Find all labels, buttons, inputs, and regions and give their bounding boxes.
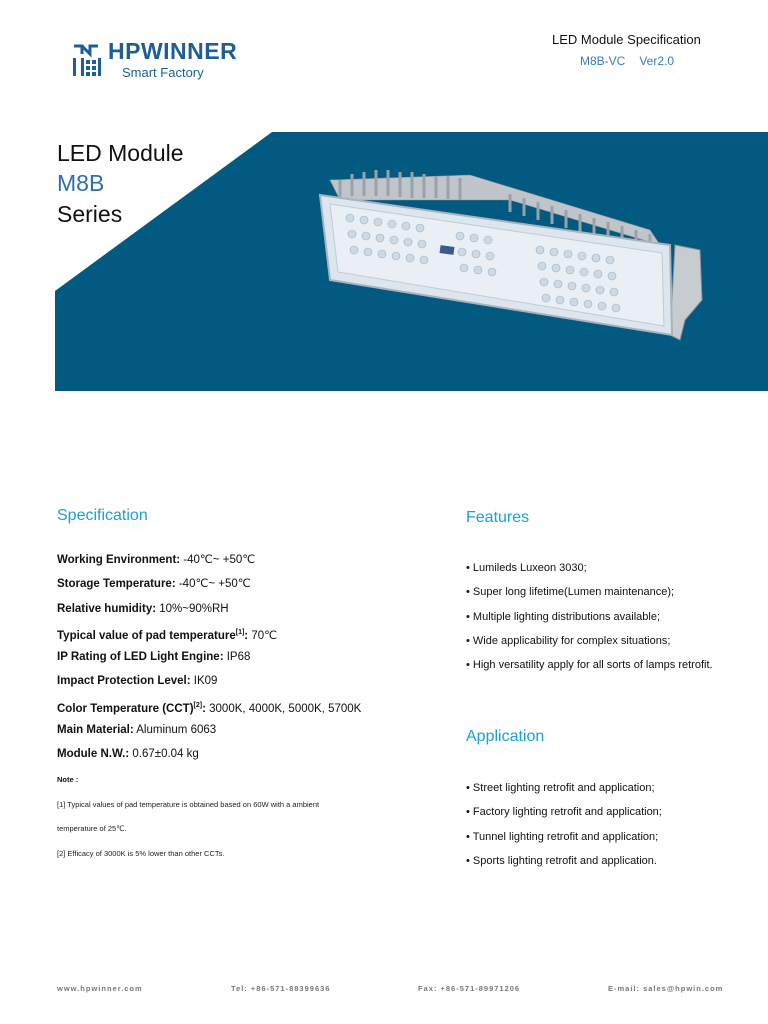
specification-list (57, 551, 437, 770)
spec-row (57, 648, 437, 672)
footnote-ref: [2] (193, 701, 203, 709)
application-list (466, 781, 756, 878)
spec-value: Aluminum 6063 (133, 724, 217, 737)
spec-row (57, 575, 437, 599)
model-version (580, 54, 688, 68)
spec-value: IP68 (223, 651, 251, 664)
spec-row (57, 745, 437, 769)
footer-email[interactable]: E-mail: sales@hpwin.com (608, 984, 724, 993)
list-item: • Lumileds Luxeon 3030; (466, 561, 756, 585)
note-text: temperature of 25℃. (57, 824, 127, 833)
spec-value: -40℃~ +50℃ (180, 554, 256, 566)
list-item: • Sports lighting retrofit and application. (466, 854, 756, 878)
logo-mark-icon (72, 42, 104, 78)
hero-title-line3: Series (57, 201, 123, 227)
spec-label: IP Rating of LED Light Engine: (57, 651, 224, 664)
model-code: M8B-VC (580, 54, 626, 68)
spec-label: Module N.W.: (57, 748, 130, 761)
features-heading: Features (466, 509, 530, 526)
spec-label: Typical value of pad temperature[1]: (57, 628, 249, 642)
spec-row (57, 551, 437, 575)
spec-label: Storage Temperature: (57, 578, 176, 591)
footnote-ref: [1] (235, 628, 245, 636)
list-item: • Super long lifetime(Lumen maintenance); (466, 585, 756, 609)
list-item: • Street lighting retrofit and application; (466, 781, 756, 805)
spec-value: -40℃~ +50℃ (175, 578, 251, 591)
spec-value: 10%~90%RH (156, 602, 229, 615)
spec-row (57, 600, 437, 624)
specification-heading: Specification (57, 507, 148, 524)
list-item: • Wide applicability for complex situations; (466, 634, 756, 658)
spec-value: 0.67±0.04 kg (129, 748, 199, 761)
led-module-image (300, 150, 720, 380)
doc-title: LED Module Specification (552, 32, 701, 47)
brand-tagline: Smart Factory (122, 65, 204, 80)
spec-label: Color Temperature (CCT)[2]: (57, 701, 206, 715)
brand-name: HPWINNER (108, 38, 238, 64)
spec-row (57, 672, 437, 696)
spec-label: Impact Protection Level: (57, 675, 191, 688)
hero-title-line1: LED Module (57, 140, 184, 166)
spec-value: 3000K, 4000K, 5000K, 5700K (205, 702, 362, 715)
company-logo (72, 38, 282, 82)
note-text: [1] Typical values of pad temperature is obtained based on 60W with a ambient (57, 800, 320, 809)
list-item: • Multiple lighting distributions available; (466, 610, 756, 634)
list-item: • Tunnel lighting retrofit and application; (466, 830, 756, 854)
features-list (466, 561, 756, 682)
hero-title-model: M8B (57, 170, 105, 196)
spec-row (57, 721, 437, 745)
footer-fax: Fax: +86-571-89971206 (418, 984, 521, 993)
spec-value: IK09 (190, 675, 218, 688)
note-label: Note : (57, 775, 79, 784)
list-item: • Factory lighting retrofit and application; (466, 805, 756, 829)
spec-row (57, 697, 437, 721)
application-heading: Application (466, 728, 545, 745)
spec-value: 70℃ (248, 629, 278, 642)
note-text: [2] Efficacy of 3000K is 5% lower than other CCTs. (57, 849, 225, 858)
spec-label: Main Material: (57, 724, 134, 737)
spec-row (57, 624, 437, 648)
footer-tel: Tel: +86-571-88399636 (231, 984, 331, 993)
footer-website[interactable]: www.hpwinner.com (57, 984, 143, 993)
spec-label: Working Environment: (57, 554, 181, 566)
version: Ver2.0 (639, 54, 675, 68)
spec-label: Relative humidity: (57, 602, 157, 615)
list-item: • High versatility apply for all sorts of lamps retrofit. (466, 658, 756, 682)
